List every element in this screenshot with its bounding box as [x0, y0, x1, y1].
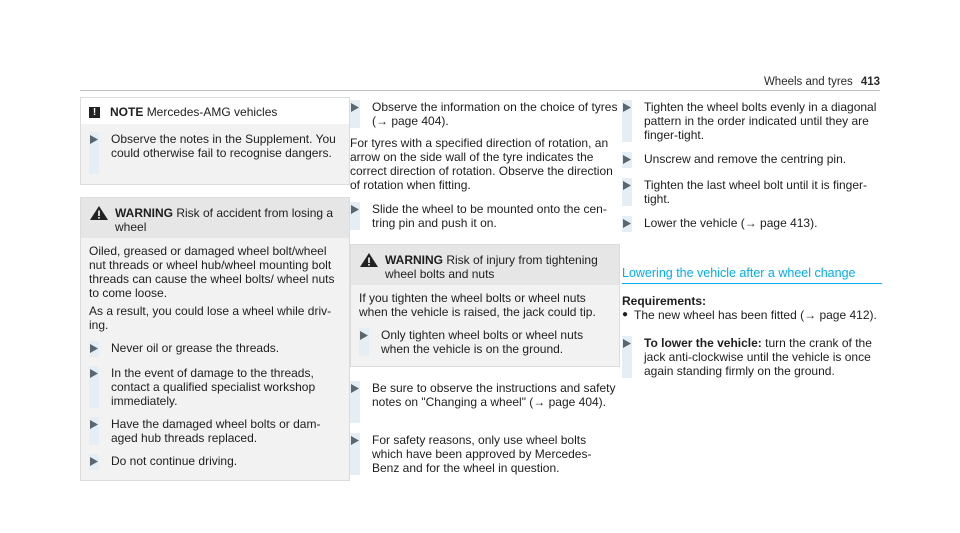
final-step-lead: To lower the vehicle:: [644, 336, 762, 350]
bullet-icon: ●: [622, 309, 629, 320]
warning-header-2: [351, 245, 619, 285]
column-1: [80, 97, 350, 481]
warning-body-1: [81, 238, 349, 480]
step-arrow-icon: [622, 336, 644, 378]
warning-step-text: Only tighten wheel bolts or wheel nuts when the vehicle is on the ground.: [381, 328, 584, 356]
step-arrow-icon: [89, 341, 111, 357]
step-arrow-icon: [350, 433, 372, 475]
warning-step-text: Never oil or grease the threads.: [111, 341, 280, 355]
warning-paragraph: If you tighten the wheel bolts or wheel nuts when the vehicle is raised, the jack could tip.: [359, 291, 596, 319]
note-body: [81, 124, 349, 184]
step-text: Be sure to observe the instructions and safety notes on "Changing a wheel" (→ page 404).: [372, 381, 616, 409]
note-step-text: Observe the notes in the Supplement. You could otherwise fail to recognise dangers.: [111, 132, 336, 160]
warning-title-1: Risk of accident from losing a wheel: [115, 206, 334, 234]
step-arrow-icon: [89, 366, 111, 408]
step: [622, 216, 882, 232]
step-text: Tighten the last wheel bolt until it is finger- tight.: [644, 178, 868, 206]
warning-step: [359, 328, 611, 356]
requirement-item: [622, 308, 882, 322]
warning-label-2: WARNING: [385, 253, 443, 267]
warning-step: [89, 366, 341, 408]
step-text: Lower the vehicle (→ page 413).: [644, 216, 818, 230]
step-arrow-icon: [622, 100, 644, 142]
warning-triangle-icon: [89, 205, 109, 221]
column-2: [350, 100, 620, 475]
note-step: [89, 132, 341, 174]
warning-step-text: In the event of damage to the threads, contact a qualified specialist workshop immediately.: [111, 366, 316, 408]
step: [622, 152, 882, 168]
requirements-label: Requirements:: [622, 294, 707, 308]
warning-step: [89, 341, 341, 357]
rotation-paragraph: For tyres with a specified direction of rotation, an arrow on the side wall of the tyre indicates the correct direction of rotation. Observe the direction of rotation when fitting.: [350, 136, 613, 192]
note-title: Mercedes-AMG vehicles: [146, 105, 278, 119]
step-arrow-icon: [622, 216, 644, 232]
step-arrow-icon: [350, 100, 372, 128]
warning-label-1: WARNING: [115, 206, 173, 220]
warning-body-2: [351, 285, 619, 366]
warning-step-text: Have the damaged wheel bolts or dam- aged hub threads replaced.: [111, 417, 321, 445]
step-arrow-icon: [350, 202, 372, 230]
warning-paragraph-1: Oiled, greased or damaged wheel bolt/wheel nut threads or wheel hub/wheel mounting bolt threads can cause the wheel bolts/ wheel nuts to come loose.: [89, 244, 335, 300]
step-text: For safety reasons, only use wheel bolts which have been approved by Mercedes- Benz and for the wheel in question.: [372, 433, 592, 475]
step-text: Slide the wheel to be mounted onto the cen- tring pin and push it on.: [372, 202, 607, 230]
warning-paragraph-2: As a result, you could lose a wheel while driv- ing.: [89, 304, 332, 332]
step-arrow-icon: [89, 132, 111, 174]
step: [350, 381, 620, 423]
warning-header-1: [81, 198, 349, 238]
step: [622, 336, 882, 378]
step: [622, 100, 882, 142]
header-divider: [80, 90, 880, 91]
warning-header-text-2: [385, 253, 611, 281]
warning-box-2: [350, 244, 620, 367]
final-step-text: [644, 336, 882, 378]
step-text: Observe the information on the choice of tyres (→ page 404).: [372, 100, 618, 128]
warning-title-2: Risk of injury from tightening wheel bolts and nuts: [385, 253, 598, 281]
step: [350, 433, 620, 475]
warning-step: [89, 417, 341, 445]
step-arrow-icon: [89, 417, 111, 445]
step-arrow-icon: [622, 152, 644, 168]
warning-box-1: [80, 197, 350, 481]
page-number: 413: [860, 76, 880, 88]
step-text: Unscrew and remove the centring pin.: [644, 152, 847, 166]
step: [350, 202, 620, 230]
requirements: [622, 294, 882, 322]
header-title: Wheels and tyres: [763, 76, 853, 88]
warning-step-text: Do not continue driving.: [111, 454, 238, 468]
note-exclamation-icon: !: [89, 107, 100, 118]
step: [622, 178, 882, 206]
column-3: [622, 100, 882, 378]
step-arrow-icon: [89, 454, 111, 470]
warning-header-text-1: [115, 206, 341, 234]
warning-step: [89, 454, 341, 470]
step-arrow-icon: [350, 381, 372, 423]
step: [350, 100, 620, 128]
requirement-text: The new wheel has been fitted (→ page 412).: [634, 308, 877, 322]
warning-triangle-icon: [359, 252, 379, 268]
step-text: Tighten the wheel bolts evenly in a diagonal pattern in the order indicated until they are finger-tight.: [644, 100, 877, 142]
note-box: [80, 97, 350, 185]
note-header: [81, 98, 349, 124]
step-arrow-icon: [622, 178, 644, 206]
note-label: NOTE: [110, 105, 144, 119]
step-arrow-icon: [359, 328, 381, 356]
section-title: Lowering the vehicle after a wheel change: [622, 266, 882, 284]
final-step-body: turn the crank of the jack anti-clockwise until the vehicle is once again standing firmly on the ground.: [644, 336, 872, 378]
page-header: [740, 75, 880, 89]
